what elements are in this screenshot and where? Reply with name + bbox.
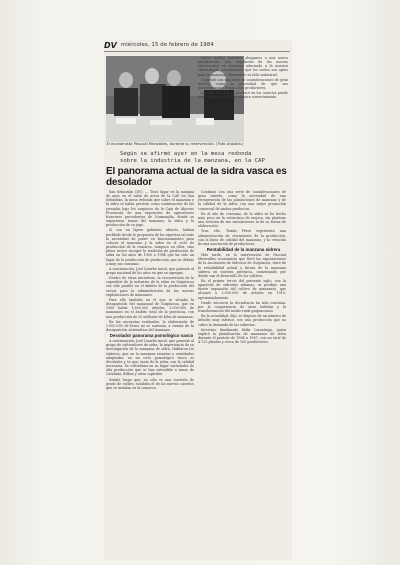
paragraph: La sidra que hoy se produce en los caseríos puede tener mejor salida si se elabora correctamente. — [198, 91, 288, 100]
paragraph: San Sebastián (DV). — Tuvo lugar en la mañana de ayer, en el salón de actos de la CAP en San Sebastián, la mesa redonda que sobre el manzano y la sidra se había previsto como continuación de las jornadas bajo los auspicios de la Caja de Ahorros Provincial, de una exposición de agricultores franceses procedentes de Normandía, donde se expusieron temas del manzano, la sidra y la producción de su jugo. — [106, 190, 194, 228]
paragraph: En las encuestas realizadas, la elaboración de 2.000.000 de litros no se sostenía, a cuenta de la desaparición sistemática del manzano. — [106, 319, 194, 332]
paragraph: Más tarde, en la intervención de Pascual Miravalles, economista que llevó las exportaciones de la Asociación de Sidreros de Guipúzcoa, trató de la rentabilidad actual y futura de la manzana sidrera en nuestra provincia, comentando por dónde van el desarrollo de los cultivos. — [198, 253, 286, 278]
paragraph: Para ello también en el que se situaba la desaparición del manzanal de Guipúzcoa, que en 1960 había 1.800.000 árboles, 2.000.000 de manzanos en el ámbito total de la provincia, con una producción de 20 millones de kilos de manzana. — [106, 297, 194, 319]
article-column-left — [106, 190, 194, 560]
paragraph: nuevo cultivo, nosotros abogamos a una nueva planificación, una regulación de las nuevas plantaciones en manzana adecuado a la nuestra climatología, considerando que los suelos son aptos para la manzana, eliminando su fallo industrial. — [198, 56, 288, 77]
newspaper-header — [104, 40, 290, 50]
paragraph: A continuación, José Lizarbe inició, que ponente al grupo nacional de los años en que se agregan. — [106, 266, 194, 275]
section-subhead: Rentabilidad de la manzana sidrera — [206, 247, 281, 253]
photo-caption: El economista Pascual Miravalles, durante su intervención. (Foto Argiaba.) — [106, 142, 244, 146]
paragraph: Señaló luego que, no sólo es una cuestión de grado de cultivo, también el de los nuevos caseríos que se instalan en la comarca. — [106, 377, 194, 390]
paragraph: En la actualidad, dijo, se dispone de un número de árboles muy inferior, con una producción que no cubre la demanda de las sidrerías. — [198, 314, 286, 327]
paragraph: En el primer tercio del presente siglo, con la aparición de sidrerías urbanas, se produjo una fuerte expansión del cultivo de manzanos, que alcanzó a 2.000.000 de árboles en 1910, aproximadamente. — [198, 278, 286, 300]
paragraph: Comentó con una serie de consideraciones de gran interés, como la necesidad de que sus procedimientos llegan a los productores. — [198, 77, 288, 91]
paragraph: Si con un ligero gabinete, abierto, habían perfilado desde la propuesta de los expertos tal ante la necesidad de poner en funcionamiento para colocar el manzano y la sidra en el ciclo de producción de la comarca, tampoco en ellos, sino pleno sector recoger la tradición de producción de sidra en los años de 1950 a 1984 que ha sido un lugar de la producción de producción que se debate a muy sus comunas. — [106, 228, 194, 266]
article-headline: El panorama actual de la sidra vasca es desolador — [106, 167, 287, 188]
paragraph: Dentro de estas iniciativas, la reconversión de la superficie de la industria de la sidra en Guipúzcoa sea sólo posible en el ámbito de la producción del sector para la administración de las nuevas explotaciones de manzanos. — [106, 276, 194, 297]
section-subhead: Desolador panorama pomológico vasco — [109, 333, 194, 339]
publication-date: miércoles, 15 de febrero de 1984 — [120, 42, 214, 48]
paragraph: Intervino finalmente Iñaki Larrañaga, quien explicó la planificación de manzanos de sidra durante el período de 1984 a 1987, con un total de 4.725 plantas y cerca de 100 productores. — [198, 327, 286, 345]
article-kicker: Según se afirmó ayer en la mesa redonda sobre la industria de la manzana, en la CAP — [120, 151, 265, 164]
paragraph: Desde entonces la decadencia ha sido continua, por la competencia de otras bebidas y la transformación del medio rural guipuzcoano. — [198, 300, 286, 314]
article-column-right — [198, 190, 286, 560]
header-rule — [104, 51, 290, 52]
paragraph: A continuación, José Lizarbe inició, que ponente al grupo de cultivadores de sidra, la importancia de su investigación de la manzana de sidra. Hablaron los sidreros, que en la manzana reinetas y variedades adaptadas, en un ciclo pomológico vasco es desolador y, la que, tanto de la sidra, con la calidad necesaria. Se cultivaban en su lugar variedades de alta producción que se han extendido a zonas de Cataluña, Bilbao y otras capitales. — [106, 339, 194, 377]
paragraph: Continuó con una serie de consideraciones de gran interés, como la necesidad de una recuperación de las plantaciones de manzano y de la calidad de la sidra, con una mejor promoción comercial de ambos productos. — [198, 190, 286, 211]
paragraph: En el año de consumo, de la sidra se ha hecho muy poco en la estructura de mejora, sin plantear una revisión de sus instalaciones ni de su forma de elaboración. — [198, 211, 286, 229]
newspaper-logo: DV — [104, 40, 117, 50]
paragraph: Tras ello, Tomás Pérez representa una administración de crecimiento de la producción, con la línea de calidad del manzano, y la creación de una asociación de productores. — [198, 229, 286, 246]
